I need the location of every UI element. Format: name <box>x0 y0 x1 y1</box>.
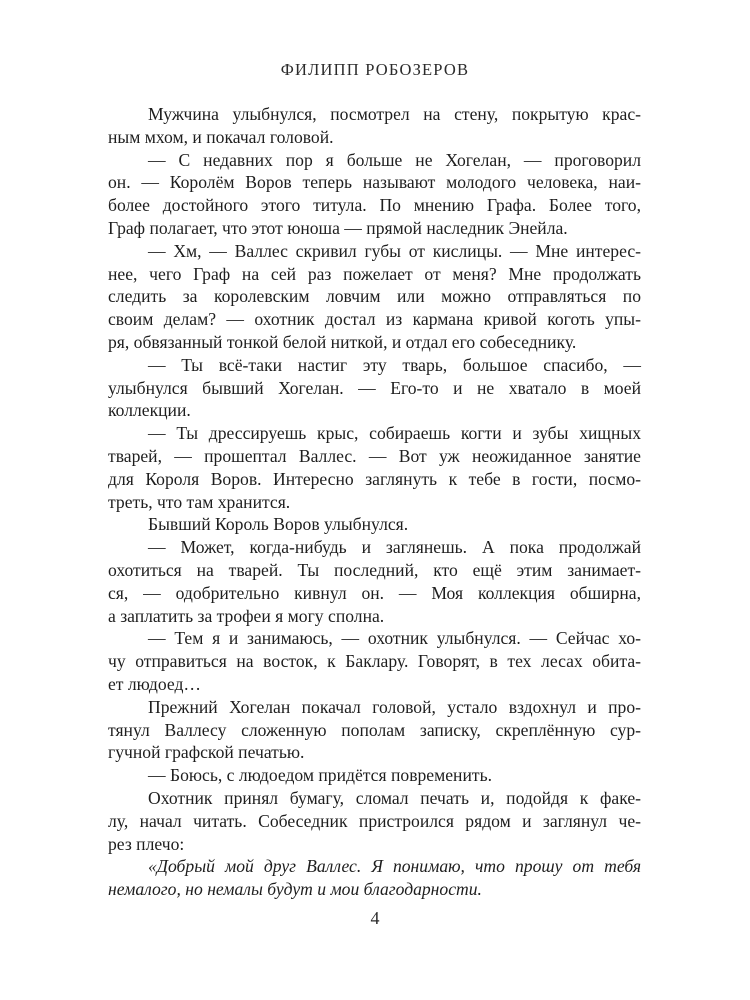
text-line: тварей, — прошептал Валлес. — Вот уж неожиданное занятие <box>108 445 641 466</box>
paragraph <box>108 696 641 764</box>
text-line: Мужчина улыбнулся, посмотрел на стену, покрытую крас- <box>148 104 641 124</box>
text-line: лу, начал читать. Собеседник пристроился рядом и заглянул че- <box>108 810 641 831</box>
text-line: треть, что там хранится. <box>108 491 291 512</box>
text-line: — С недавних пор я больше не Хогелан, — проговорил <box>148 149 641 170</box>
page-number: 4 <box>370 908 380 928</box>
text-line: Охотник принял бумагу, сломал печать и, подойдя к факе- <box>148 787 641 808</box>
text-line: тянул Валлесу сложенную пополам записку, скреплённую сур- <box>108 719 641 740</box>
text-line: — Может, когда-нибудь и заглянешь. А пока продолжай <box>148 537 641 558</box>
text-line: Бывший Король Воров улыбнулся. <box>148 514 409 535</box>
text-line: Прежний Хогелан покачал головой, устало вздохнул и про- <box>148 696 641 717</box>
author-header: ФИЛИПП РОБОЗЕРОВ <box>280 60 470 79</box>
paragraph <box>108 103 641 149</box>
text-line: нее, чего Граф на сей раз пожелает от меня? Мне продолжать <box>108 263 641 284</box>
text-line: чу отправиться на восток, к Баклару. Говорят, в тех лесах обита- <box>108 651 641 672</box>
text-line: — Боюсь, с людоедом придётся повременить. <box>148 765 492 786</box>
text-line: Граф полагает, что этот юноша — прямой наследник Энейла. <box>108 217 568 238</box>
text-line: — Ты дрессируешь крыс, собираешь когти и зубы хищных <box>148 423 641 444</box>
text-line: своим делам? — охотник достал из кармана кривой коготь упы- <box>108 309 641 330</box>
text-line: для Короля Воров. Интересно заглянуть к тебе в гости, посмо- <box>108 468 641 489</box>
paragraph <box>108 513 641 536</box>
paragraph <box>108 354 641 422</box>
text-line: — Тем я и занимаюсь, — охотник улыбнулся. — Сейчас хо- <box>148 628 641 649</box>
text-line: «Добрый мой друг Валлес. Я понимаю, что прошу от тебя <box>148 856 641 877</box>
text-line: ся, — одобрительно кивнул он. — Моя коллекция обширна, <box>108 582 641 603</box>
paragraph <box>108 149 641 240</box>
text-line: ет людоед… <box>108 673 202 694</box>
text-line: — Ты всё-таки настиг эту тварь, большое спасибо, — <box>148 354 641 375</box>
text-line: охотиться на тварей. Ты последний, кто ещё этим занимает- <box>108 559 641 580</box>
paragraph <box>108 422 641 513</box>
paragraph <box>108 855 641 901</box>
paragraph <box>108 240 641 354</box>
text-line: рез плечо: <box>108 833 185 854</box>
text-line: коллекции. <box>108 400 191 421</box>
text-line: гучной графской печатью. <box>108 742 305 763</box>
text-line: более достойного этого титула. По мнению Графа. Более того, <box>108 195 641 216</box>
text-line: следить за королевским ловчим или можно отправляться по <box>108 286 641 307</box>
paragraph <box>108 536 641 627</box>
text-line: а заплатить за трофеи я могу сполна. <box>108 605 385 626</box>
text-line: немалого, но немалы будут и мои благодарности. <box>108 879 482 900</box>
text-line: ным мхом, и покачал головой. <box>108 126 334 147</box>
text-line: — Хм, — Валлес скривил губы от кислицы. — Мне интерес- <box>148 240 641 261</box>
text-line: ря, обвязанный тонкой белой ниткой, и отдал его собеседнику. <box>108 331 577 352</box>
paragraph <box>108 787 641 855</box>
paragraph <box>108 627 641 695</box>
page-body <box>108 103 641 901</box>
text-line: улыбнулся бывший Хогелан. — Его-то и не хватало в моей <box>108 377 641 398</box>
paragraph <box>108 764 641 787</box>
text-line: он. — Королём Воров теперь называют молодого человека, наи- <box>108 172 641 193</box>
